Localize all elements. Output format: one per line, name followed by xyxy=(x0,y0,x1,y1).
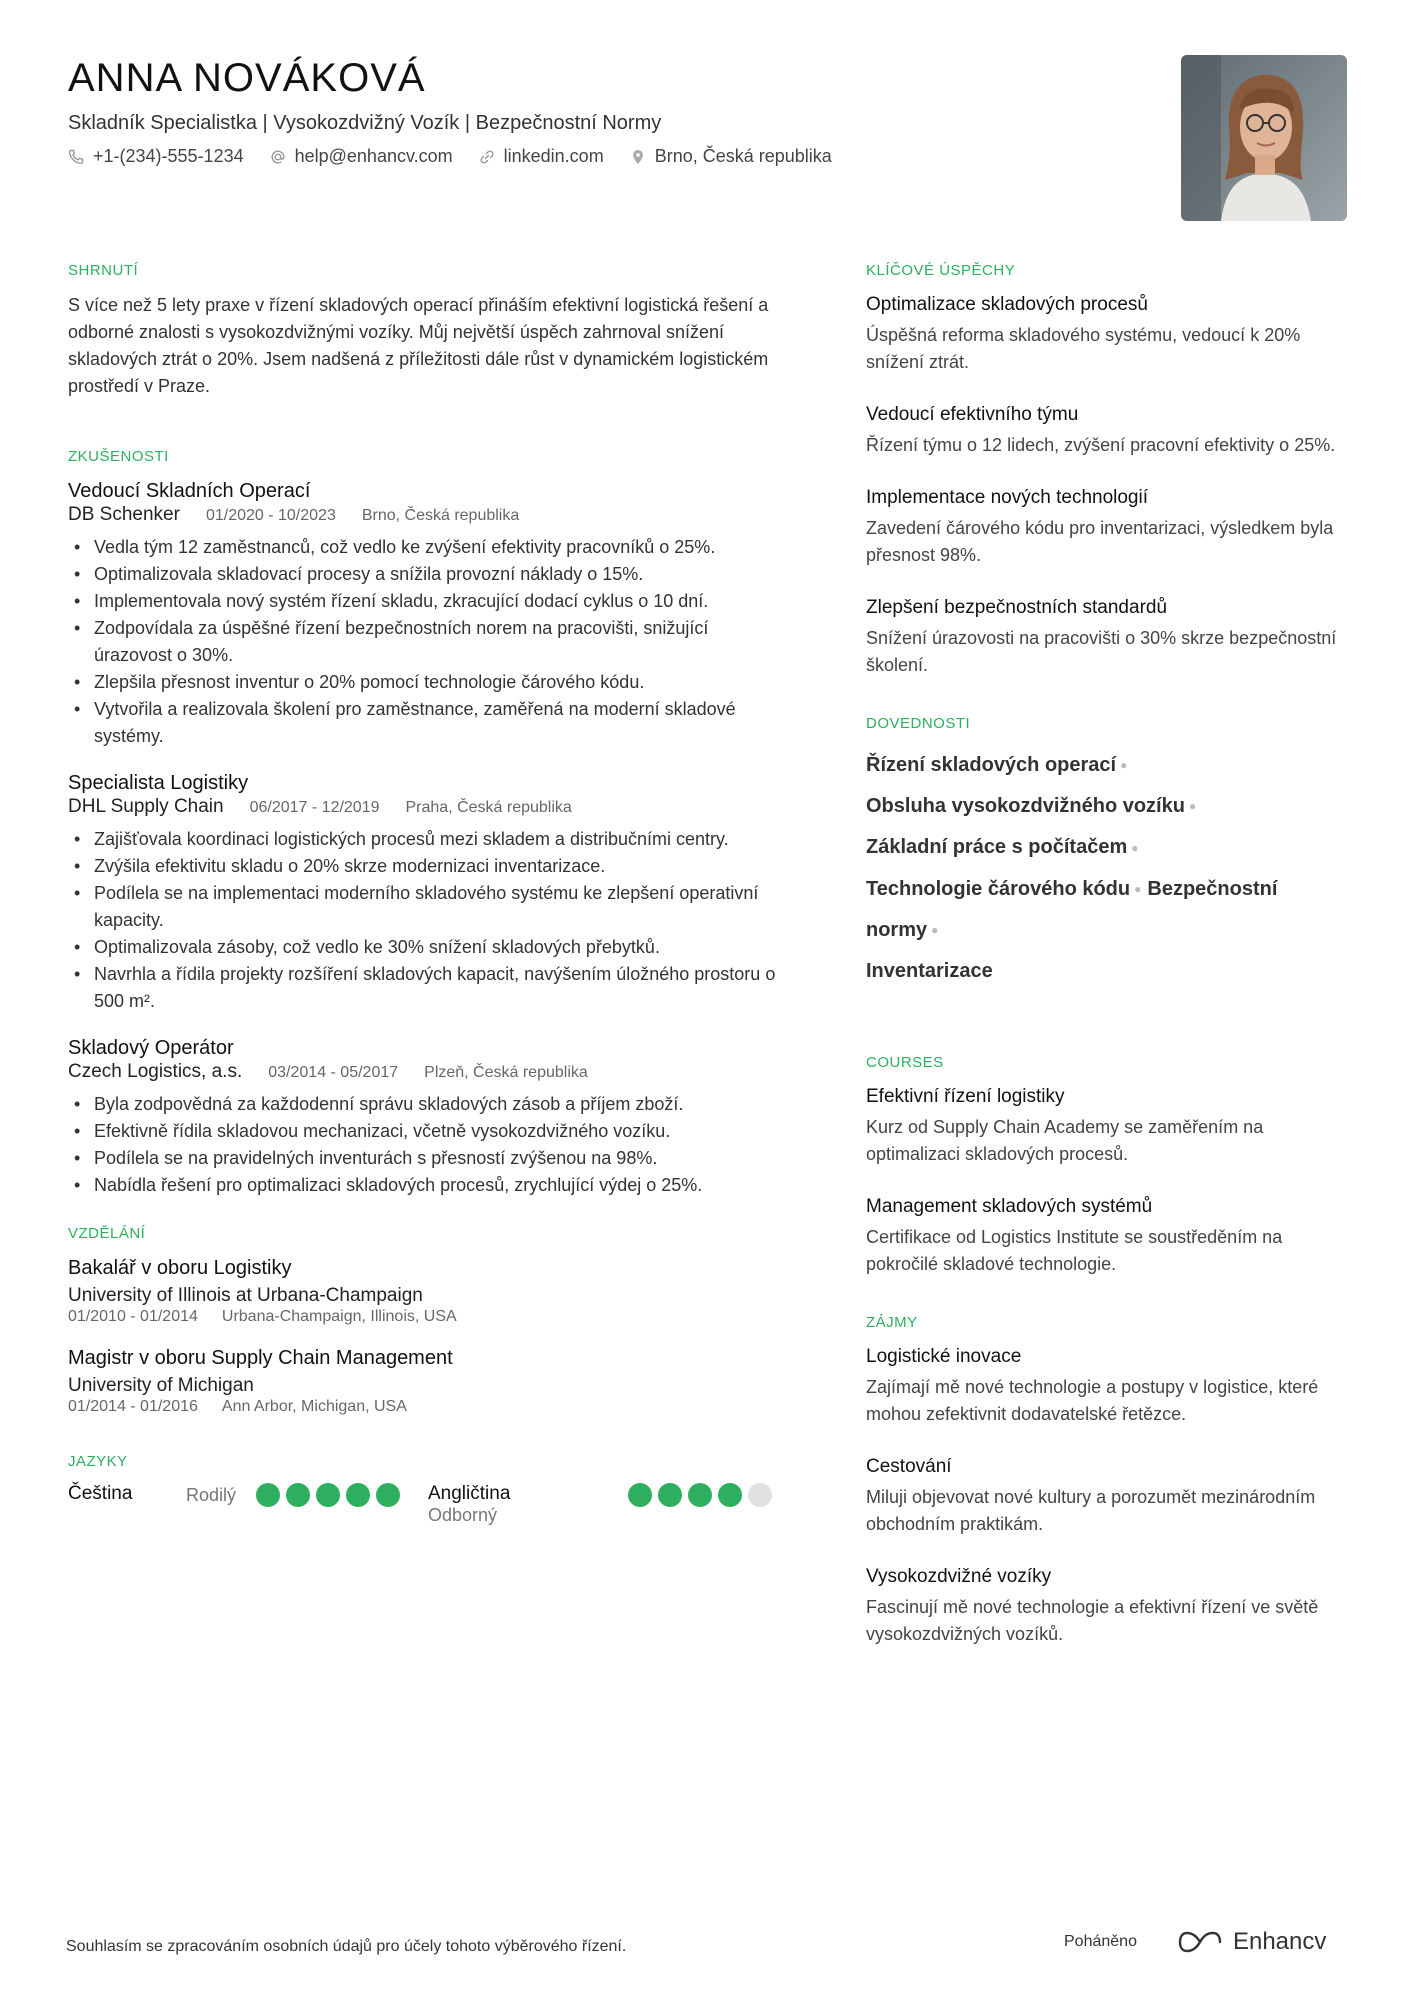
skill-separator-dot: ● xyxy=(1131,840,1139,855)
section-title-skills: DOVEDNOSTI xyxy=(866,715,971,732)
skill-item: Obsluha vysokozdvižného vozíku xyxy=(866,795,1185,818)
rating-dot-filled xyxy=(376,1483,400,1507)
course-desc: Kurz od Supply Chain Academy se zaměřením na optimalizaci skladových procesů. xyxy=(866,1117,1264,1165)
candidate-name: ANNA NOVÁKOVÁ xyxy=(68,56,426,100)
powered-by-label: Poháněno xyxy=(1064,1933,1137,1950)
job-company: Czech Logistics, a.s. xyxy=(68,1061,243,1082)
bullet-item: • Podílela se na pravidelných inventurách s přesností zvýšenou na 98%. xyxy=(94,1145,788,1172)
bullet-item: • Efektivně řídila skladovou mechanizaci, včetně vysokozdvižného vozíku. xyxy=(94,1118,788,1145)
rating-dot-filled xyxy=(346,1483,370,1507)
footer-branding[interactable] xyxy=(1064,1928,1326,1956)
achievement-desc: Zavedení čárového kódu pro inventarizaci, výsledkem byla přesnost 98%. xyxy=(866,518,1334,565)
rating-dot-filled xyxy=(256,1483,280,1507)
job-title: Vedoucí Skladních Operací xyxy=(68,480,311,502)
achievement-title: Zlepšení bezpečnostních standardů xyxy=(866,597,1168,618)
language-label-group xyxy=(428,1483,616,1526)
bullet-item: • Podílela se na implementaci moderního skladového systému ke zlepšení operativní kapacity. xyxy=(94,880,788,934)
at-icon xyxy=(270,149,286,165)
skill-item: Základní práce s počítačem xyxy=(866,836,1128,859)
education-section xyxy=(68,1225,788,1417)
skill-item: Řízení skladových operací xyxy=(866,754,1117,776)
job-company: DB Schenker xyxy=(68,504,180,525)
section-title-achievements: KLÍČOVÉ ÚSPĚCHY xyxy=(866,262,1016,279)
job-location: Brno, Česká republika xyxy=(361,507,520,524)
languages-section xyxy=(68,1453,788,1526)
language-level-group xyxy=(186,1483,256,1506)
interest-item xyxy=(866,1564,1356,1648)
education-entry xyxy=(68,1255,788,1327)
school-name: University of Michigan xyxy=(68,1375,254,1396)
contact-location xyxy=(630,146,832,167)
degree-title: Bakalář v oboru Logistiky xyxy=(68,1257,292,1279)
language-entry xyxy=(68,1483,428,1526)
summary-section xyxy=(68,262,788,400)
achievement-title: Vedoucí efektivního týmu xyxy=(866,404,1079,425)
skill-separator-dot: ● xyxy=(1120,758,1128,773)
contact-bar xyxy=(68,146,1168,167)
school-name: University of Illinois at Urbana-Champaign xyxy=(68,1285,423,1306)
languages-list xyxy=(68,1483,788,1526)
education-location: Urbana-Champaign, Illinois, USA xyxy=(221,1308,457,1325)
skill-separator-dot: ● xyxy=(931,923,939,938)
language-entry xyxy=(428,1483,788,1526)
job-dates: 01/2020 - 10/2023 xyxy=(205,507,336,524)
consent-text: Souhlasím se zpracováním osobních údajů pro účely tohoto výběrového řízení. xyxy=(66,1938,627,1955)
course-desc: Certifikace od Logistics Institute se soustředěním na pokročilé skladové technologie. xyxy=(866,1227,1283,1275)
link-icon xyxy=(479,149,495,165)
job-meta xyxy=(68,796,788,818)
achievement-desc: Snížení úrazovosti na pracovišti o 30% skrze bezpečnostní školení. xyxy=(866,628,1337,675)
rating-dot-empty xyxy=(748,1483,772,1507)
job-meta xyxy=(68,1061,788,1083)
interest-desc: Miluji objevovat nové kultury a porozumět mezinárodním obchodním praktikám. xyxy=(866,1487,1316,1535)
linkedin-text: linkedin.com xyxy=(503,146,604,166)
job-bullets xyxy=(68,826,788,1015)
location-pin-icon xyxy=(630,149,646,165)
skill-item: Inventarizace xyxy=(866,960,993,983)
rating-dot-filled xyxy=(658,1483,682,1507)
language-level: Rodilý xyxy=(186,1485,237,1505)
bullet-item: • Zodpovídala za úspěšné řízení bezpečnostních norem na pracovišti, snižující úrazovost o 30%. xyxy=(94,615,788,669)
language-rating xyxy=(256,1483,400,1507)
bullet-item: • Navrhla a řídila projekty rozšíření skladových kapacit, navýšením úložného prostoru o 500 m². xyxy=(94,961,788,1015)
bullet-item: • Zlepšila přesnost inventur o 20% pomocí technologie čárového kódu. xyxy=(94,669,788,696)
education-location: Ann Arbor, Michigan, USA xyxy=(221,1398,407,1415)
language-name: Angličtina xyxy=(428,1483,511,1504)
email-text: help@enhancv.com xyxy=(294,146,453,166)
bullet-item: • Vedla tým 12 zaměstnanců, což vedlo ke zvýšení efektivity pracovníků o 25%. xyxy=(94,534,788,561)
section-title-summary: SHRNUTÍ xyxy=(68,262,139,279)
brand-name: Enhancv xyxy=(1232,1928,1327,1955)
job-entry xyxy=(68,478,788,750)
left-column xyxy=(68,262,788,1526)
job-location: Praha, Česká republika xyxy=(405,799,572,816)
achievement-item xyxy=(866,485,1356,569)
bullet-item: • Zvýšila efektivitu skladu o 20% skrze modernizaci inventarizace. xyxy=(94,853,788,880)
experience-section xyxy=(68,448,788,1199)
section-title-languages: JAZYKY xyxy=(68,1453,128,1470)
job-dates: 06/2017 - 12/2019 xyxy=(249,799,380,816)
skill-item: Technologie čárového kódu xyxy=(866,877,1131,900)
rating-dot-filled xyxy=(286,1483,310,1507)
contact-email[interactable] xyxy=(270,146,453,167)
degree-title: Magistr v oboru Supply Chain Management xyxy=(68,1347,453,1369)
achievement-title: Implementace nových technologií xyxy=(866,487,1148,508)
right-column xyxy=(866,262,1356,1674)
phone-text: +1-(234)-555-1234 xyxy=(93,146,244,166)
achievements-section xyxy=(866,262,1356,679)
interest-desc: Fascinují mě nové technologie a efektivní řízení ve světě vysokozdvižných vozíků. xyxy=(866,1597,1319,1645)
job-meta xyxy=(68,504,788,526)
section-title-experience: ZKUŠENOSTI xyxy=(68,448,169,465)
job-dates: 03/2014 - 05/2017 xyxy=(268,1064,399,1081)
education-meta xyxy=(68,1397,788,1417)
brand-logo xyxy=(1177,1928,1326,1956)
profile-photo xyxy=(1181,55,1347,221)
skill-item: Bezpečnostní normy xyxy=(866,877,1278,941)
section-title-education: VZDĚLÁNÍ xyxy=(68,1225,146,1242)
achievement-desc: Řízení týmu o 12 lidech, zvýšení pracovní efektivity o 25%. xyxy=(866,435,1336,455)
bullet-item: • Zajišťovala koordinaci logistických procesů mezi skladem a distribučními centry. xyxy=(94,826,788,853)
location-text: Brno, Česká republika xyxy=(654,146,832,166)
contact-linkedin[interactable] xyxy=(479,146,604,167)
job-title: Specialista Logistiky xyxy=(68,772,249,794)
bullet-item: • Byla zodpovědná za každodenní správu skladových zásob a příjem zboží. xyxy=(94,1091,788,1118)
enhancv-logo-icon xyxy=(1177,1929,1223,1955)
rating-dot-filled xyxy=(718,1483,742,1507)
education-dates: 01/2010 - 01/2014 xyxy=(68,1308,198,1325)
rating-dot-filled xyxy=(688,1483,712,1507)
skills-list xyxy=(866,745,1356,992)
language-rating xyxy=(628,1483,772,1507)
achievement-item xyxy=(866,595,1356,679)
interest-item xyxy=(866,1454,1356,1538)
language-label-group xyxy=(68,1483,186,1505)
interest-title: Cestování xyxy=(866,1456,952,1478)
interest-title: Vysokozdvižné vozíky xyxy=(866,1566,1052,1588)
skill-separator-dot: ● xyxy=(1188,799,1197,814)
job-title: Skladový Operátor xyxy=(68,1037,234,1059)
phone-icon xyxy=(68,149,84,165)
rating-dot-filled xyxy=(316,1483,340,1507)
education-dates: 01/2014 - 01/2016 xyxy=(68,1398,198,1415)
header xyxy=(68,54,1168,167)
achievement-item xyxy=(866,292,1356,376)
job-entry xyxy=(68,1035,788,1199)
interests-section xyxy=(866,1314,1356,1648)
interest-desc: Zajímají mě nové technologie a postupy v logistice, které mohou zefektivnit dodavatelské řetězce. xyxy=(866,1377,1319,1425)
job-bullets xyxy=(68,1091,788,1199)
course-item xyxy=(866,1194,1356,1278)
bullet-item: • Implementovala nový systém řízení skladu, zkracující dodací cyklus o 10 dní. xyxy=(94,588,788,615)
bullet-item: • Optimalizovala zásoby, což vedlo ke 30% snížení skladových přebytků. xyxy=(94,934,788,961)
achievement-desc: Úspěšná reforma skladového systému, vedoucí k 20% snížení ztrát. xyxy=(866,325,1301,372)
course-item xyxy=(866,1084,1356,1168)
job-entry xyxy=(68,770,788,1015)
job-company: DHL Supply Chain xyxy=(68,796,224,817)
course-title: Efektivní řízení logistiky xyxy=(866,1086,1065,1108)
job-location: Plzeň, Česká republika xyxy=(424,1064,588,1081)
language-name: Čeština xyxy=(68,1483,133,1504)
section-title-interests: ZÁJMY xyxy=(866,1314,918,1332)
bullet-item: • Optimalizovala skladovací procesy a snížila provozní náklady o 15%. xyxy=(94,561,788,588)
achievement-title: Optimalizace skladových procesů xyxy=(866,294,1148,315)
course-title: Management skladových systémů xyxy=(866,1196,1153,1218)
rating-dot-filled xyxy=(628,1483,652,1507)
interest-title: Logistické inovace xyxy=(866,1346,1022,1368)
interest-item xyxy=(866,1344,1356,1428)
skills-section xyxy=(866,715,1356,992)
skill-separator-dot: ● xyxy=(1134,881,1142,896)
language-level: Odborný xyxy=(428,1505,498,1525)
contact-phone xyxy=(68,146,244,167)
courses-section xyxy=(866,1054,1356,1278)
summary-text: S více než 5 lety praxe v řízení skladových operací přináším efektivní logistická řešení a odborné znalosti s vysokozdvižnými vozíky. Můj největší úspěch zahrnoval snížení skladových ztrát o 20%. Jsem nadšená z příležitosti dále růst v dynamickém logistickém prostředí v Praze. xyxy=(68,295,769,396)
education-meta xyxy=(68,1307,788,1327)
bullet-item: • Nabídla řešení pro optimalizaci skladových procesů, zrychlující výdej o 25%. xyxy=(94,1172,788,1199)
achievement-item xyxy=(866,402,1356,459)
education-entry xyxy=(68,1345,788,1417)
bullet-item: • Vytvořila a realizovala školení pro zaměstnance, zaměřená na moderní skladové systémy. xyxy=(94,696,788,750)
tagline: Skladník Specialistka | Vysokozdvižný Vozík | Bezpečnostní Normy xyxy=(68,112,662,134)
section-title-courses: COURSES xyxy=(866,1054,944,1072)
job-bullets xyxy=(68,534,788,750)
